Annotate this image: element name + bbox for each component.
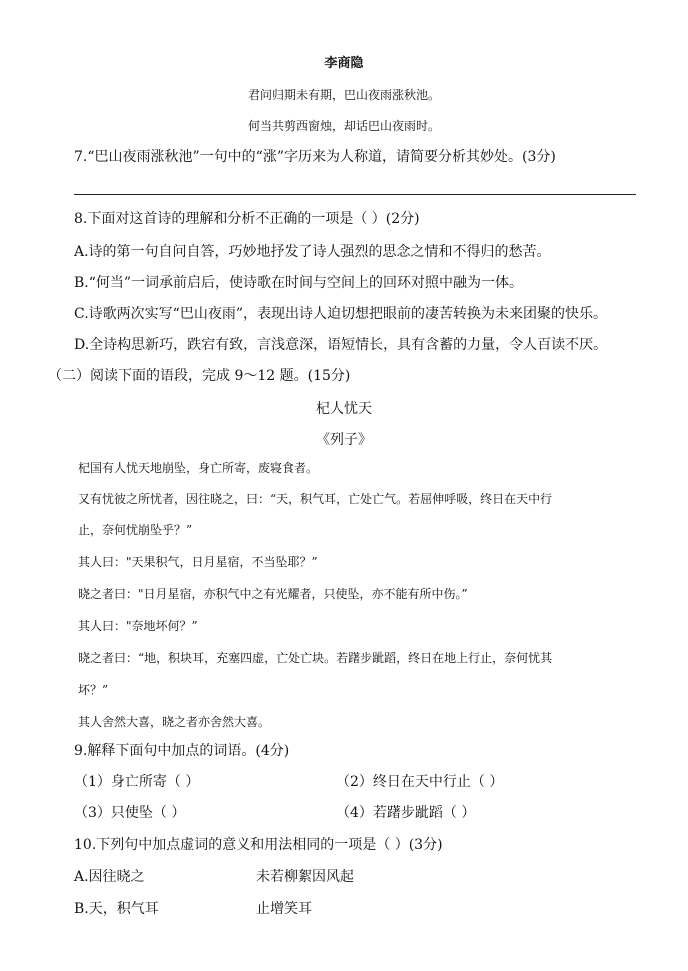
passage-paragraph-2-line-2: 止，奈何忧崩坠乎？” bbox=[78, 523, 193, 537]
question-10-option-b-right: 止增笑耳 bbox=[256, 901, 312, 917]
passage-title: 杞人忧天 bbox=[316, 401, 372, 417]
poem-line-1: 君问归期未有期，巴山夜雨涨秋池。 bbox=[247, 88, 440, 102]
question-9-stem: 9.解释下面句中加点的词语。(4分) bbox=[74, 743, 290, 759]
question-10-option-a-right: 未若柳絮因风起 bbox=[256, 869, 354, 885]
question-9-item-1: （1）身亡所寄（ ） bbox=[74, 774, 200, 790]
question-10-option-a-left: A.因往晓之 bbox=[74, 869, 145, 885]
passage-paragraph-1: 杞国有人忧天地崩坠，身亡所寄，废寝食者。 bbox=[78, 461, 319, 475]
question-8-option-c: C.诗歌两次实写“巴山夜雨”，表现出诗人迫切想把眼前的凄苦转换为未来团聚的快乐。 bbox=[74, 306, 607, 322]
passage-source: 《列子》 bbox=[316, 432, 372, 448]
question-7: 7.“巴山夜雨涨秋池”一句中的“涨”字历来为人称道，请简要分析其妙处。(3分) bbox=[74, 149, 556, 165]
passage-paragraph-5: 其人曰："奈地坏何？” bbox=[78, 619, 198, 633]
question-9-item-4: （4）若躇步跐蹈（ ） bbox=[336, 805, 476, 821]
passage-paragraph-2-line-1: 又有忧彼之所忧者，因往晓之，曰：“天，积气耳，亡处亡气。若屈伸呼吸，终日在天中行 bbox=[78, 492, 553, 506]
passage-paragraph-7: 其人舍然大喜，晓之者亦舍然大喜。 bbox=[78, 715, 271, 729]
section-2-heading: （二）阅读下面的语段，完成 9～12 题。(15分) bbox=[48, 368, 351, 384]
question-9-item-2: （2）终日在天中行止（ ） bbox=[336, 774, 504, 790]
passage-paragraph-6-line-2: 坏？” bbox=[78, 683, 109, 697]
question-9-item-3: （3）只使坠（ ） bbox=[74, 805, 186, 821]
passage-paragraph-6-line-1: 晓之者曰：“地，积块耳，充塞四虚，亡处亡块。若躇步跐蹈，终日在地上行止，奈何忧其 bbox=[78, 651, 553, 665]
poem-line-2: 何当共剪西窗烛，却话巴山夜雨时。 bbox=[247, 119, 440, 133]
poem-author: 李商隐 bbox=[324, 56, 364, 71]
answer-line bbox=[74, 194, 636, 195]
question-8-option-a: A.诗的第一句自问自答，巧妙地抒发了诗人强烈的思念之情和不得归的愁苦。 bbox=[74, 244, 551, 260]
question-10-option-b-left: B.天，积气耳 bbox=[74, 901, 159, 917]
passage-paragraph-4: 晓之者曰："日月星宿，亦积气中之有光耀者，只使坠，亦不能有所中伤。” bbox=[78, 587, 468, 601]
passage-paragraph-3: 其人曰："天果积气，日月星宿，不当坠耶？” bbox=[78, 555, 318, 569]
question-8-option-d: D.全诗构思新巧，跌宕有致，言浅意深，语短情长，具有含蓄的力量，令人百读不厌。 bbox=[74, 337, 608, 353]
question-8-stem: 8.下面对这首诗的理解和分析不正确的一项是（ ）(2分) bbox=[74, 211, 420, 227]
question-8-option-b: B.“何当”一词承前启后，使诗歌在时间与空间上的回环对照中融为一体。 bbox=[74, 275, 524, 291]
question-10-stem: 10.下列句中加点虚词的意义和用法相同的一项是（ ）(3分) bbox=[74, 837, 443, 853]
